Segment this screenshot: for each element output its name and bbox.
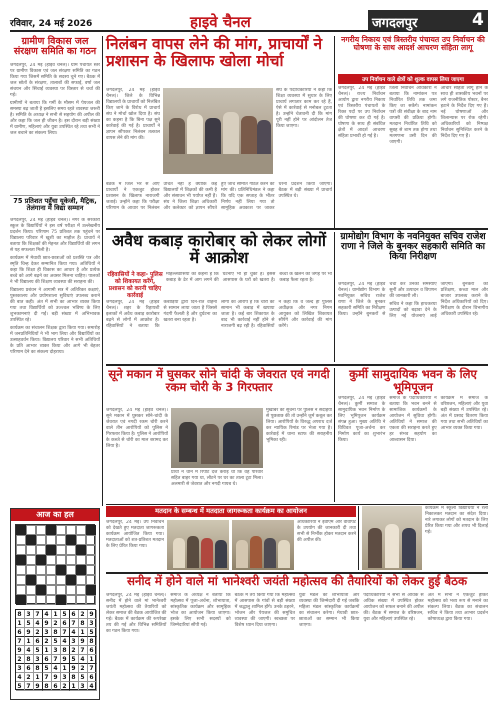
masthead xyxy=(10,10,488,32)
left-headline-2: 75 प्रतिशत पहुँचा यूकेजी, मैट्रिक, तेलंगाना में विद्या सम्मान xyxy=(13,197,97,213)
kabad-body: जगदलपुर, 24 मई (हाईवे चैनल)। शहर के रिहायशी इलाकों में अवैध कबाड़ कारोबार बढ़ने से लोगों में आक्रोश है। रहिवासियों ने बताया कि कबाड़ियों द्वारा दिन-रात वाहनों से सामान लाया जाता है जिससे गंदगी फैलती है और दुर्घटना का खतरा बना रहता है। लोगों का आरोप है कि चोरी का सामान भी कबाड़ में खपाया जाता है। कई बार शिकायत के बाद भी कार्रवाई नहीं होने से नाराजगी बढ़ रही है। रहिवासियों ने कहा कि वे जल्द ही पुलिस अधीक्षक और नगर निगम आयुक्त को लिखित शिकायत सौंपेंगे और कार्रवाई की मांग करेंगे। xyxy=(106,300,332,329)
sudoku-cell: 4 xyxy=(70,628,79,637)
chori-photo xyxy=(171,408,263,468)
sudoku-cell: 5 xyxy=(25,619,34,628)
sudoku-cell: 3 xyxy=(34,655,43,664)
lead-headline: निलंबन वापस लेने की मांग, प्राचार्यों ने प्रशासन के खिलाफ खोला मोर्चा xyxy=(106,35,323,70)
sudoku-cell: 5 xyxy=(61,610,70,619)
sudoku-cell: 1 xyxy=(25,637,34,646)
voter-body-2: अधिकारियों ने ईवीएम और वीवीपैट के उपयोग की जानकारी दी तथा सभी से निर्भीक होकर मतदान करने की अपील की। xyxy=(297,520,356,543)
kabad-body-top: मोहल्लेवासियों का कहना है कि कबाड़ के ढेर में आग लगने की घटनाएं भी हो चुकी हैं। इससे आसपास के घरों को खतरा है। बच्चों के खेलने की जगह पर भी कबाड़ फैला रहता है। xyxy=(166,272,332,283)
sudoku-cell: 6 xyxy=(34,637,43,646)
right-strap: उप निर्वाचन वाले क्षेत्रों को शुल्क वापस लिया जाएगा xyxy=(338,74,488,84)
sudoku-cell: 5 xyxy=(43,664,52,673)
sudoku-cell: 3 xyxy=(43,628,52,637)
sudoku-cell: 1 xyxy=(16,619,25,628)
sudoku-cell: 9 xyxy=(25,628,34,637)
kurmi-headline: कुर्मी सामुदायिक भवन के लिए भूमिपूजन xyxy=(349,367,477,394)
sudoku-cell: 7 xyxy=(61,628,70,637)
sudoku-cell: 7 xyxy=(52,655,61,664)
sudoku-cell: 1 xyxy=(52,610,61,619)
sudoku-cell: 9 xyxy=(34,682,43,691)
sudoku-cell: 7 xyxy=(79,646,88,655)
sudoku-cell: 8 xyxy=(34,664,43,673)
chori-body-right: मुखबिर की सूचना पर पुलिस ने संदेहियों से पूछताछ की तो उन्होंने जुर्म कबूल कर लिया। आरोपियों के विरुद्ध अपराध दर्ज कर न्यायिक रिमांड पर भेजा गया है। कार्रवाई में थाना स्टाफ की सराहनीय भूमिका रही। xyxy=(266,408,332,443)
lead-body-col2: संघ के पदाधिकारियों ने कहा कि शिक्षा व्यवस्था में सुधार के लिए प्राचार्य लगातार काम कर रहे हैं, ऐसे में कार्रवाई से मनोबल टूटता है। उन्होंने चेतावनी दी कि मांग पूरी नहीं होने पर आंदोलन तेज किया जाएगा। xyxy=(276,88,332,129)
sudoku-cell: 9 xyxy=(61,655,70,664)
chori-body-left: जगदलपुर, 24 मई (हाईवे चैनल)। सूने मकान में घुसकर सोने-चांदी के जेवरात एवं नगदी रकम चोरी करने वाले तीन आरोपियों को पुलिस ने गिरफ्तार किया है। पुलिस ने आरोपियों के कब्जे से चोरी का माल बरामद कर लिया है। xyxy=(106,408,168,449)
sudoku-cell: 1 xyxy=(88,655,97,664)
right-headline: नगरीय निकाय एवं त्रिस्तरीय पंचायत उप निर्वाचन की घोषणा के साथ आदर्श आचरण संहिता लागू xyxy=(341,35,485,53)
voter-body-1: जगदलपुर, 24 मई। उप निर्वाचन को देखते हुए मतदाता जागरूकता कार्यक्रम आयोजित किया गया। मतदाताओं को शत-प्रतिशत मतदान के लिए प्रेरित किया गया। xyxy=(106,520,164,549)
sudoku-cell: 6 xyxy=(16,628,25,637)
gramodyog-headline: ग्रामोद्योग विभाग के नवनियुक्त सचिव राजेश राणा ने जिले के बुनकर सहकारी समिति का किया निरीक्षण xyxy=(340,231,486,262)
sudoku-cell: 3 xyxy=(16,664,25,673)
sudoku-cell: 6 xyxy=(88,673,97,682)
sudoku-cell: 6 xyxy=(61,619,70,628)
sudoku-cell: 9 xyxy=(88,610,97,619)
right-body: जगदलपुर, 24 मई (हाईवे चैनल)। राज्य निर्वाचन आयोग द्वारा नगरीय निकाय एवं त्रिस्तरीय पंचायतों के रिक्त पदों पर उप निर्वाचन की घोषणा कर दी गई है। घोषणा के साथ ही संबंधित क्षेत्रों में आदर्श आचरण संहिता प्रभावी हो गई है। जिला निर्वाचन अधिकारी ने बताया कि नामांकन पत्र निर्धारित तिथि तक जमा किए जा सकेंगे। नामांकन पत्रों की संवीक्षा के बाद नाम वापसी की प्रक्रिया होगी। मतदान निर्धारित तिथि को सुबह से शाम तक होगा तथा मतगणना उसी दिन की जाएगी। आचार संहिता लागू होने के साथ ही शासकीय भवनों पर लगे राजनीतिक पोस्टर, बैनर हटाने के निर्देश दिए गए हैं। नई घोषणाओं और शिलान्यास पर रोक रहेगी। अधिकारियों को निष्पक्ष निर्वाचन सुनिश्चित करने के निर्देश दिए गए हैं। xyxy=(338,86,488,145)
chori-body-mid: प्रार्थी ने थाने में रिपोर्ट दर्ज कराई थी कि वह परिवार सहित बाहर गया था, लौटने पर घर का ताला टूटा मिला। अलमारी से जेवरात और नगदी गायब थे। xyxy=(171,470,263,487)
sudoku-cell: 2 xyxy=(43,637,52,646)
sudoku-cell: 6 xyxy=(52,682,61,691)
sudoku-cell: 2 xyxy=(34,628,43,637)
sudoku-cell: 4 xyxy=(34,619,43,628)
sudoku-cell: 5 xyxy=(88,628,97,637)
sudoku-cell: 1 xyxy=(70,682,79,691)
sudoku-cell: 3 xyxy=(79,682,88,691)
sudoku-cell: 8 xyxy=(25,655,34,664)
sudoku-cell: 8 xyxy=(79,619,88,628)
sudoku-cell: 5 xyxy=(34,646,43,655)
kabad-kicker: रहिवासियों ने कहा- पुलिस को शिकायत करेंगे, प्रशासन को करनी चाहिए कार्रवाई xyxy=(107,272,163,299)
sudoku-grid xyxy=(15,609,96,690)
sudoku-cell: 4 xyxy=(43,610,52,619)
sudoku-cell: 3 xyxy=(25,610,34,619)
paper-name: हाइवे चैनल xyxy=(190,13,251,31)
sudoku-cell: 7 xyxy=(34,610,43,619)
lead-body-bottom: बैठक में जिले भर से आए प्राचार्यों ने एकजुट होकर प्रशासन के खिलाफ नाराजगी जताई। उन्होंने कहा कि परीक्षा परिणाम के आधार पर निलंबन उचित नहीं है क्योंकि कई विद्यालयों में शिक्षकों की कमी है और संसाधन भी पर्याप्त नहीं हैं। संघ ने जिला शिक्षा अधिकारी और कलेक्टर को ज्ञापन सौंपते हुए जांच समिति गठित करने की मांग की। प्रतिनिधिमंडल ने कहा कि यदि एक सप्ताह के भीतर निर्णय नहीं लिया गया तो सामूहिक अवकाश पर जाकर धरना प्रदर्शन किया जाएगा। बैठक में बड़ी संख्या में प्राचार्य उपस्थित थे। xyxy=(106,182,332,211)
voter-photo-2 xyxy=(232,520,294,570)
sudoku-cell: 7 xyxy=(43,673,52,682)
sudoku-cell: 7 xyxy=(25,682,34,691)
sudoku-cell: 4 xyxy=(16,673,25,682)
sudoku-cell: 1 xyxy=(43,646,52,655)
sudoku-cell: 9 xyxy=(79,637,88,646)
sudoku-cell: 7 xyxy=(16,637,25,646)
sudoku-cell: 1 xyxy=(61,664,70,673)
puzzle-box xyxy=(10,508,100,700)
sudoku-cell: 7 xyxy=(70,619,79,628)
sudoku-cell: 1 xyxy=(34,673,43,682)
lead-photo xyxy=(163,88,273,174)
sudoku-cell: 2 xyxy=(70,646,79,655)
puzzle-title: आज का हल xyxy=(11,509,99,521)
sudoku-cell: 2 xyxy=(79,610,88,619)
sudoku-cell: 8 xyxy=(70,673,79,682)
left-headline-1: ग्रामीण विकास जल संरक्षण समिति का गठन xyxy=(13,36,97,58)
sudoku-cell: 3 xyxy=(61,673,70,682)
sudoku-cell: 2 xyxy=(16,655,25,664)
kurmi-body: जगदलपुर, 24 मई (हाईवे चैनल)। कुर्मी समाज के सामुदायिक भवन निर्माण के लिए भूमिपूजन कार्यक्रम संपन्न हुआ। मुख्य अतिथि ने विधिवत पूजा-अर्चना कर निर्माण कार्य का शुभारंभ किया। समाज के पदाधिकारियों ने बताया कि भवन बनने से सामाजिक कार्यक्रमों के आयोजन में सुविधा होगी। अतिथियों ने समाज की एकता की सराहना करते हुए हर संभव सहयोग का आश्वासन दिया। कार्यक्रम में समाज के वरिष्ठजन, महिलाएं और युवा बड़ी संख्या में उपस्थित रहे। अंत में प्रसाद वितरण किया गया तथा सभी अतिथियों का आभार व्यक्त किया गया। xyxy=(338,396,488,443)
sudoku-cell: 9 xyxy=(52,673,61,682)
chori-headline: सूने मकान में घुसकर सोने चांदी के जेवरात एवं नगदी रकम चोरी के 3 गिरफ्तार xyxy=(108,367,330,394)
sudoku-cell: 3 xyxy=(70,637,79,646)
sudoku-cell: 3 xyxy=(88,619,97,628)
sudoku-cell: 1 xyxy=(79,628,88,637)
sudoku-cell: 5 xyxy=(52,637,61,646)
gramodyog-body: जगदलपुर, 24 मई (हाईवे चैनल)। ग्रामोद्योग विभाग के नवनियुक्त सचिव राजेश राणा ने जिले के बुनकर सहकारी समिति का निरीक्षण किया। उन्होंने बुनकरों से चर्चा कर उनकी समस्याएं सुनीं और उत्पादन व विपणन की जानकारी ली। सचिव ने कहा कि हाथकरघा उत्पादों को बढ़ावा देने के लिए नई योजनाएं लाई जाएंगी। बुनकरों को प्रशिक्षण, कच्चा माल और बाजार उपलब्ध कराने के निर्देश अधिकारियों को दिए। निरीक्षण के दौरान विभागीय अधिकारी उपस्थित रहे। xyxy=(338,282,488,319)
left-body-2: जगदलपुर, 24 मई (हाईवे चैनल)। नगर के सरकारी स्कूल के विद्यार्थियों ने इस वर्ष परीक्षा में उल्लेखनीय प्रदर्शन किया। परिणाम 75 प्रतिशत तक पहुंचने पर विद्यालय परिवार में खुशी का माहौल है। प्राचार्य ने बताया कि शिक्षकों की मेहनत और विद्यार्थियों की लगन से यह सफलता मिली है। कार्यक्रम में मेधावी छात्र-छात्राओं को प्रशस्ति पत्र और स्मृति चिन्ह देकर सम्मानित किया गया। अतिथियों ने कहा कि शिक्षा ही विकास का आधार है और प्रत्येक बच्चे को आगे बढ़ने का अवसर मिलना चाहिए। पालकों ने भी विद्यालय की शिक्षण व्यवस्था की सराहना की। विद्यालय प्रबंधन ने आगामी सत्र में अतिरिक्त कक्षाएं, पुस्तकालय और प्रयोगशाला सुविधाएं उपलब्ध कराने की बात कही। अंत में सभी का आभार व्यक्त किया गया तथा विद्यार्थियों को उज्ज्वल भविष्य के लिए शुभकामनाएं दी गईं। बड़ी संख्या में अभिभावक उपस्थित रहे। कार्यक्रम का संचालन शिक्षक द्वारा किया गया। समारोह में जनप्रतिनिधियों ने भी भाग लिया और विद्यार्थियों का उत्साहवर्धन किया। विद्यालय परिवार ने सभी अतिथियों के प्रति आभार व्यक्त किया और आगे भी बेहतर परिणाम देने का संकल्प दोहराया। xyxy=(10,218,100,355)
sudoku-cell: 7 xyxy=(88,664,97,673)
sudoku-cell: 5 xyxy=(79,673,88,682)
sudoku-cell: 2 xyxy=(25,673,34,682)
crossword-grid xyxy=(15,524,95,604)
sudoku-cell: 2 xyxy=(61,682,70,691)
sudoku-cell: 8 xyxy=(61,646,70,655)
sudoku-cell: 8 xyxy=(43,682,52,691)
sudoku-cell: 2 xyxy=(52,619,61,628)
voter-banner: मतदान के सम्बन्ध में मतदाता जागरूकता कार्यक्रम का आयोजन xyxy=(106,506,356,517)
masthead-date: रविवार, 24 मई 2026 xyxy=(10,19,93,29)
page-number: 4 xyxy=(472,10,484,30)
sudoku-cell: 6 xyxy=(25,664,34,673)
sudoku-cell: 2 xyxy=(79,664,88,673)
sudoku-cell: 4 xyxy=(88,682,97,691)
sudoku-cell: 9 xyxy=(70,664,79,673)
sanid-body: जगदलपुर, 24 मई (हाईवे चैनल)। सनीद में होने वाले मां भानेश्वरी जयंती महोत्सव की तैयारियों को लेकर समाज की बैठक आयोजित की गई। बैठक में कार्यक्रम की रूपरेखा तय की गई और विभिन्न समितियों का गठन किया गया। समाज के अध्यक्ष ने बताया कि महोत्सव में पूजा-अर्चना, शोभायात्रा, सांस्कृतिक कार्यक्रम और सामूहिक भोज का आयोजन किया जाएगा। इसके लिए सभी सदस्यों को जिम्मेदारियां सौंपी गईं। बैठक में तय किया गया कि महोत्सव में आसपास के गांवों से बड़ी संख्या में श्रद्धालु शामिल होंगे। उनके ठहरने, भोजन और पेयजल की समुचित व्यवस्था की जाएगी। स्वच्छता पर विशेष ध्यान दिया जाएगा। युवा मंडल को शोभायात्रा और व्यवस्था की जिम्मेदारी दी गई जबकि महिला मंडल सांस्कृतिक कार्यक्रमों का संचालन करेगा। मेधावी छात्र-छात्राओं का सम्मान भी किया जाएगा। पदाधिकारियों ने सभी से अधिक से अधिक संख्या में उपस्थित होकर आयोजन को सफल बनाने की अपील की। बैठक में समाज के वरिष्ठजन, युवा और महिलाएं उपस्थित रहे। अंत में सभी ने एकजुट होकर महोत्सव को भव्य रूप से मनाने का संकल्प लिया। बैठक का संचालन सचिव ने किया तथा आभार प्रदर्शन कोषाध्यक्ष द्वारा किया गया। xyxy=(106,593,488,634)
sudoku-cell: 3 xyxy=(52,646,61,655)
sudoku-cell: 5 xyxy=(70,655,79,664)
right-photo xyxy=(362,506,422,570)
sudoku-cell: 8 xyxy=(88,637,97,646)
sudoku-cell: 4 xyxy=(61,637,70,646)
left-body-1: जगदलपुर, 24 मई (हाईवे चैनल)। ग्राम पंचायत स्तर पर ग्रामीण विकास एवं जल संरक्षण समिति का गठन किया गया जिसमें समिति के सदस्य चुने गए। बैठक में जल स्रोतों के संरक्षण, तालाबों की सफाई, वर्षा जल संचयन और सिंचाई व्यवस्था पर विस्तार से चर्चा की गई। ग्रामीणों ने बताया कि गर्मी के मौसम में पेयजल की समस्या बढ़ जाती है इसलिए समय रहते व्यवस्था जरूरी है। समिति के अध्यक्ष ने सभी से सहयोग की अपील की और कहा कि जल ही जीवन है। इस दौरान बड़ी संख्या में ग्रामीण, महिलाएं और युवा उपस्थित रहे तथा सभी ने जल बचाने का संकल्प लिया। xyxy=(10,63,100,136)
sudoku-cell: 6 xyxy=(88,646,97,655)
sudoku-cell: 4 xyxy=(25,646,34,655)
right-photo-body: कार्यक्रम में स्कूली विद्यार्थियों ने रैली निकालकर मतदान का संदेश दिया। नारे लगाकर लोगों को मतदान के लिए प्रेरित किया गया और शपथ भी दिलाई गई। xyxy=(425,506,488,535)
lead-body-col1: जगदलपुर, 24 मई (हाईवे चैनल)। जिले के विभिन्न विद्यालयों के प्राचार्यों को निलंबित किए जाने के विरोध में प्राचार्य संघ ने मोर्चा खोल दिया है। संघ का कहना है कि बिना पक्ष सुने कार्रवाई की गई है। प्राचार्यों ने ज्ञापन सौंपकर निलंबन तत्काल वापस लेने की मांग की। xyxy=(106,88,160,141)
edition-name: जगदलपुर xyxy=(372,16,418,31)
sudoku-cell: 4 xyxy=(52,664,61,673)
sudoku-cell: 5 xyxy=(16,682,25,691)
sanid-headline: सनीद में होने वाले मां भानेश्वरी जयंती महोत्सव की तैयारियों को लेकर हुई बैठक xyxy=(126,574,468,588)
sudoku-cell: 4 xyxy=(79,655,88,664)
sudoku-cell: 9 xyxy=(16,646,25,655)
sudoku-cell: 9 xyxy=(43,619,52,628)
sudoku-cell: 6 xyxy=(43,655,52,664)
sudoku-cell: 8 xyxy=(16,610,25,619)
kabad-headline: अवैध कबाड़ कारोबार को लेकर लोगों में आक्रोश xyxy=(111,231,327,268)
sudoku-cell: 8 xyxy=(52,628,61,637)
sudoku-cell: 6 xyxy=(70,610,79,619)
voter-photo-1 xyxy=(167,520,229,570)
